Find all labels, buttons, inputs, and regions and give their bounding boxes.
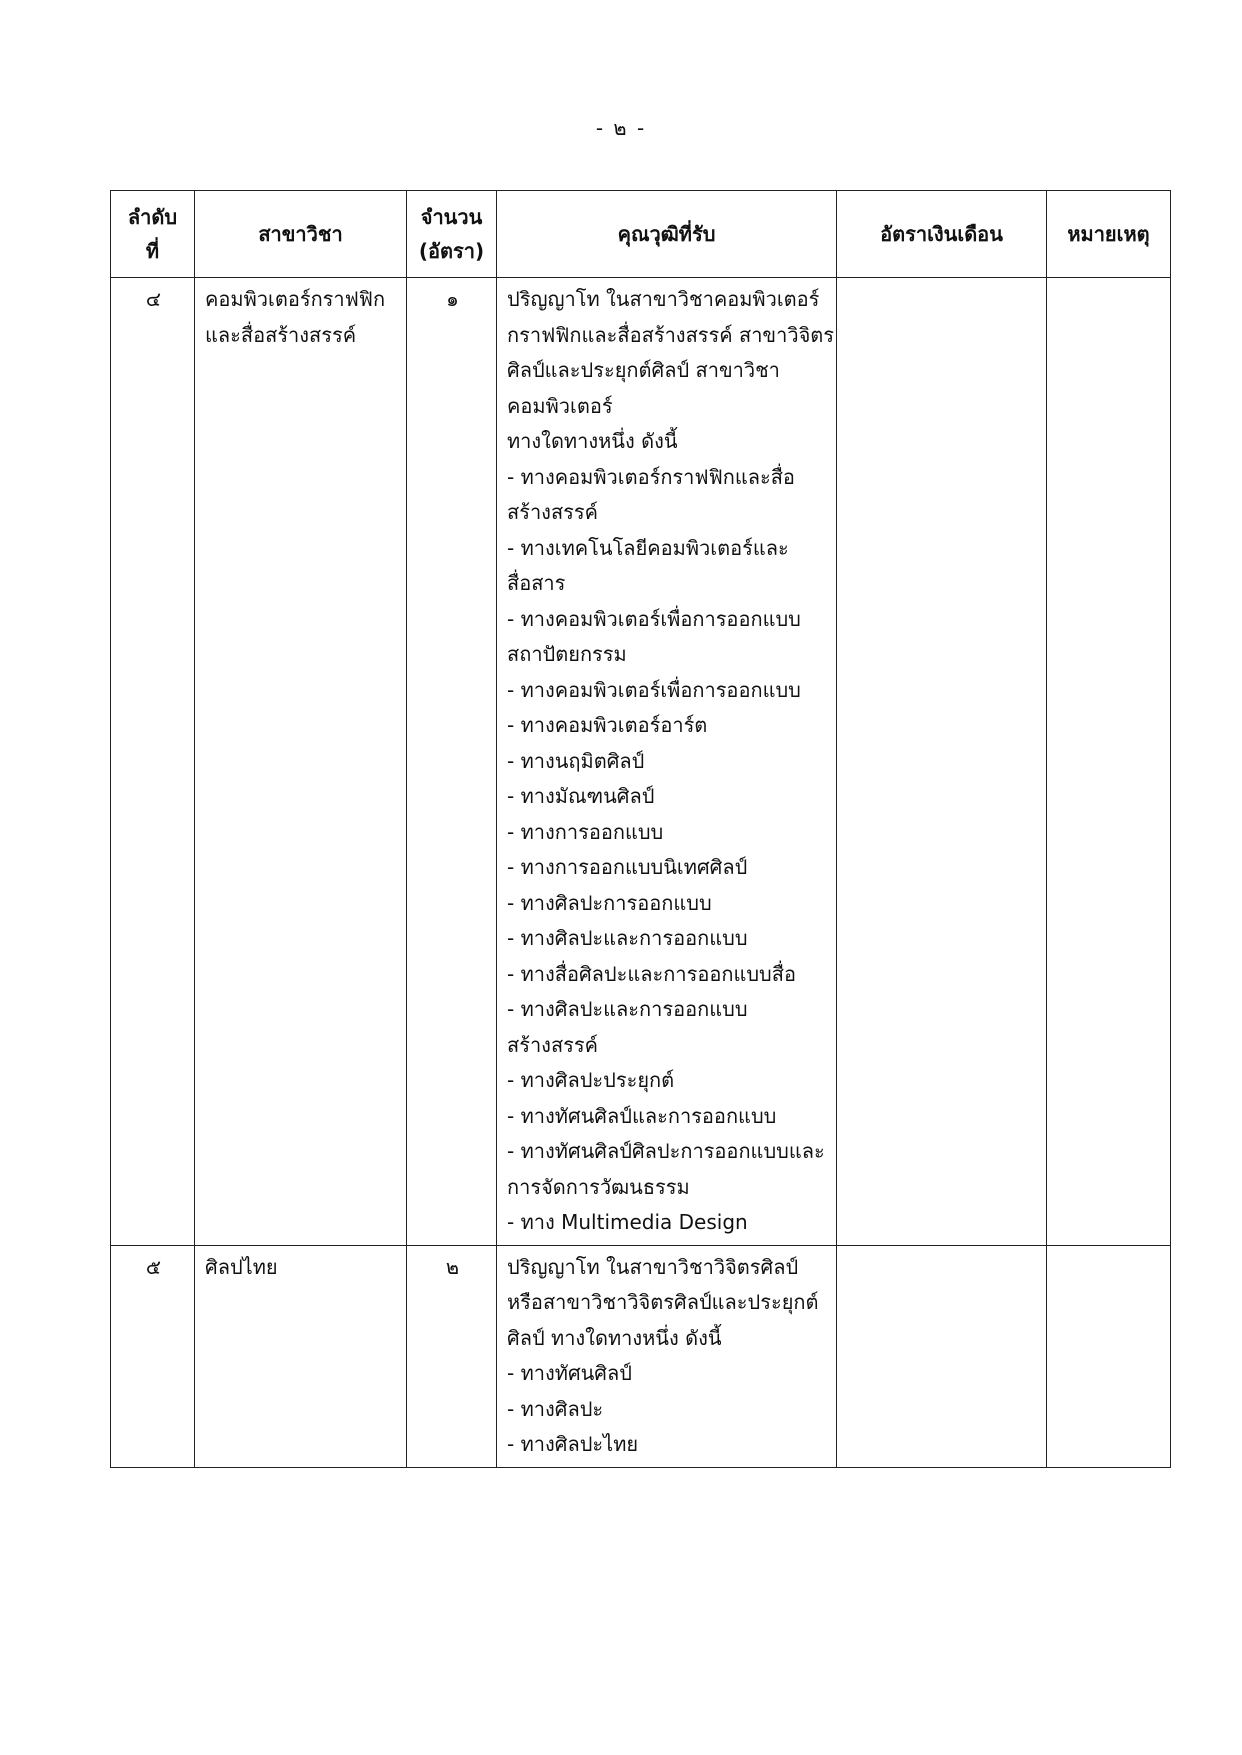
row-no: ๕ bbox=[111, 1245, 195, 1467]
page-number: - ๒ - bbox=[595, 116, 647, 140]
row-no: ๔ bbox=[111, 278, 195, 1246]
row-field: ศิลปไทย bbox=[195, 1245, 407, 1467]
row-qualification: ปริญญาโท ในสาขาวิชาคอมพิวเตอร์ กราฟฟิกและสื่อสร้างสรรค์ สาขาวิจิตร ศิลป์และประยุกต์ศิลป์ สาขาวิชา คอมพิวเตอร์ ทางใดทางหนึ่ง ดังนี้ - ทางคอมพิวเตอร์กราฟฟิกและสื่อ สร้างสรรค์ - ทางเทคโนโลยีคอมพิวเตอร์และ สื่อสาร - ทางคอมพิวเตอร์เพื่อการออกแบบ สถาปัตยกรรม - ทางคอมพิวเตอร์เพื่อการออกแบบ - ทางคอมพิวเตอร์อาร์ต - ทางนฤมิตศิลป์ - ทางมัณฑนศิลป์ - ทางการออกแบบ - ทางการออกแบบนิเทศศิลป์ - ทางศิลปะการออกแบบ - ทางศิลปะและการออกแบบ - ทางสื่อศิลปะและการออกแบบสื่อ - ทางศิลปะและการออกแบบ สร้างสรรค์ - ทางศิลปะประยุกต์ - ทางทัศนศิลป์และการออกแบบ - ทางทัศนศิลป์ศิลปะการออกแบบและ การจัดการวัฒนธรรม - ทาง Multimedia Design bbox=[497, 278, 837, 1246]
row-remark bbox=[1047, 1245, 1171, 1467]
header-no: ลำดับ ที่ bbox=[111, 191, 195, 278]
row-salary bbox=[837, 1245, 1047, 1467]
row-salary bbox=[837, 278, 1047, 1246]
header-field: สาขาวิชา bbox=[195, 191, 407, 278]
header-salary: อัตราเงินเดือน bbox=[837, 191, 1047, 278]
header-qualification: คุณวุฒิที่รับ bbox=[497, 191, 837, 278]
header-remark: หมายเหตุ bbox=[1047, 191, 1171, 278]
row-count: ๒ bbox=[407, 1245, 497, 1467]
table-row bbox=[111, 278, 1171, 1246]
row-count: ๑ bbox=[407, 278, 497, 1246]
row-remark bbox=[1047, 278, 1171, 1246]
table-row bbox=[111, 1245, 1171, 1467]
header-count: จำนวน (อัตรา) bbox=[407, 191, 497, 278]
row-qualification: ปริญญาโท ในสาขาวิชาวิจิตรศิลป์ หรือสาขาวิชาวิจิตรศิลป์และประยุกต์ ศิลป์ ทางใดทางหนึ่ง ดังนี้ - ทางทัศนศิลป์ - ทางศิลปะ - ทางศิลปะไทย bbox=[497, 1245, 837, 1467]
positions-table bbox=[110, 190, 1171, 1468]
table-header-row bbox=[111, 191, 1171, 278]
row-field: คอมพิวเตอร์กราฟฟิก และสื่อสร้างสรรค์ bbox=[195, 278, 407, 1246]
